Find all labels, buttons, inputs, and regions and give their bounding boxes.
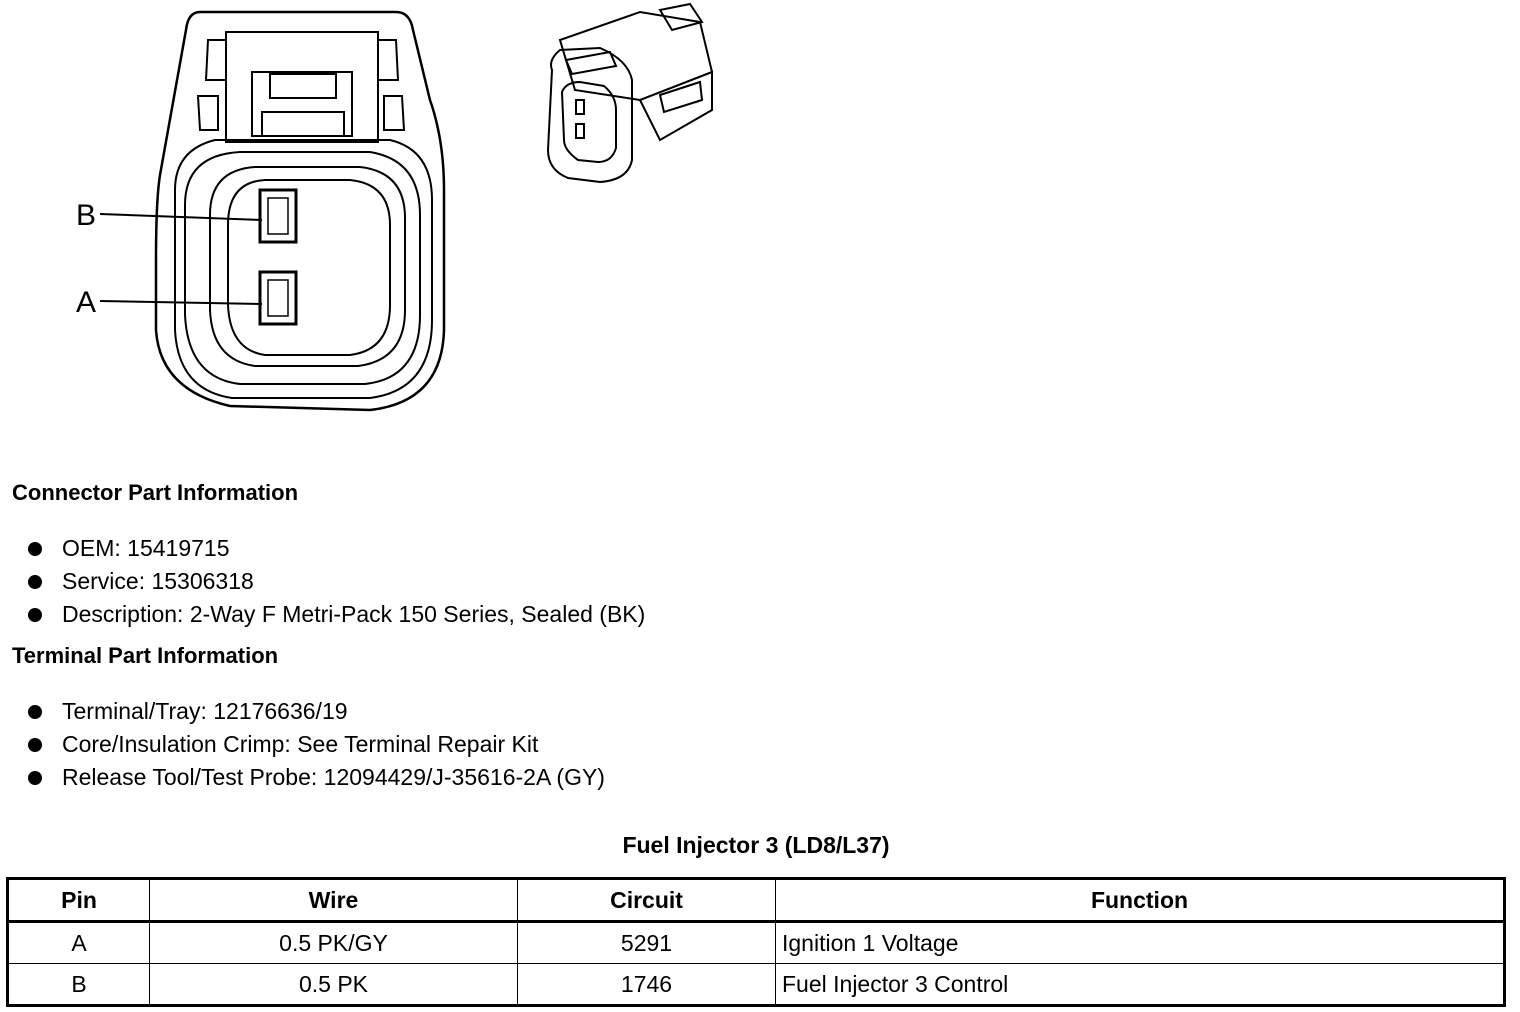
list-item-text: Release Tool/Test Probe: 12094429/J-35616-2A (GY): [62, 764, 605, 790]
latch-button: [270, 74, 336, 98]
iso-rib-1: [566, 52, 616, 74]
iso-cavity-bottom: [576, 124, 584, 138]
seal-ring-inner: [228, 180, 390, 355]
pinout-table: [6, 877, 1506, 1007]
list-item-text: Description: 2-Way F Metri-Pack 150 Series, Sealed (BK): [62, 601, 646, 627]
connector-part-info-heading: Connector Part Information: [12, 480, 299, 505]
cell-function: Ignition 1 Voltage: [776, 922, 1505, 964]
list-item: [28, 728, 605, 761]
cell-circuit: 1746: [518, 964, 776, 1006]
connector-face-diagram: [60, 0, 460, 420]
header-pin: Pin: [8, 879, 150, 922]
pin-b-label: B: [76, 199, 97, 232]
latch-left-rib-lower: [198, 96, 218, 130]
table-title: Fuel Injector 3 (LD8/L37): [622, 832, 890, 858]
cell-pin: B: [8, 964, 150, 1006]
bullet-icon: [28, 575, 42, 589]
iso-cavity-top: [576, 100, 584, 114]
latch-lip: [262, 112, 344, 136]
list-item-text: OEM: 15419715: [62, 535, 230, 561]
list-item: [28, 565, 645, 598]
connector-part-info-list: [28, 532, 645, 631]
terminal-cavity-a-inner: [268, 280, 288, 316]
list-item: [28, 532, 645, 565]
header-function: Function: [776, 879, 1505, 922]
iso-rib-2: [660, 82, 702, 112]
latch-left-rib: [206, 40, 226, 80]
bullet-icon: [28, 771, 42, 785]
table-header-row: [8, 879, 1505, 922]
cell-function: Fuel Injector 3 Control: [776, 964, 1505, 1006]
iso-face-inner: [562, 82, 616, 162]
list-item: [28, 695, 605, 728]
seal-ring-middle: [210, 167, 405, 366]
latch-right-rib: [378, 40, 398, 80]
terminal-cavity-b-inner: [268, 198, 288, 234]
pin-a-leader: [100, 301, 262, 304]
latch-right-rib-lower: [384, 96, 404, 130]
cell-wire: 0.5 PK: [150, 964, 518, 1006]
header-circuit: Circuit: [518, 879, 776, 922]
connector-isometric-diagram: [540, 0, 720, 190]
iso-body-side: [640, 72, 712, 140]
list-item-text: Core/Insulation Crimp: See Terminal Repair Kit: [62, 731, 539, 757]
seal-ring-outer: [185, 152, 420, 384]
housing-inner-outline: [175, 140, 432, 398]
table-row: [8, 922, 1505, 964]
pin-b-leader: [100, 214, 262, 220]
bullet-icon: [28, 608, 42, 622]
cell-pin: A: [8, 922, 150, 964]
table-row: [8, 964, 1505, 1006]
cell-wire: 0.5 PK/GY: [150, 922, 518, 964]
list-item: [28, 761, 605, 794]
bullet-icon: [28, 542, 42, 556]
bullet-icon: [28, 705, 42, 719]
latch-body: [226, 32, 378, 142]
list-item: [28, 598, 645, 631]
bullet-icon: [28, 738, 42, 752]
cell-circuit: 5291: [518, 922, 776, 964]
terminal-part-info-heading: Terminal Part Information: [12, 643, 279, 668]
terminal-part-info-list: [28, 695, 605, 794]
list-item-text: Terminal/Tray: 12176636/19: [62, 698, 348, 724]
pin-a-label: A: [76, 286, 97, 319]
header-wire: Wire: [150, 879, 518, 922]
list-item-text: Service: 15306318: [62, 568, 254, 594]
